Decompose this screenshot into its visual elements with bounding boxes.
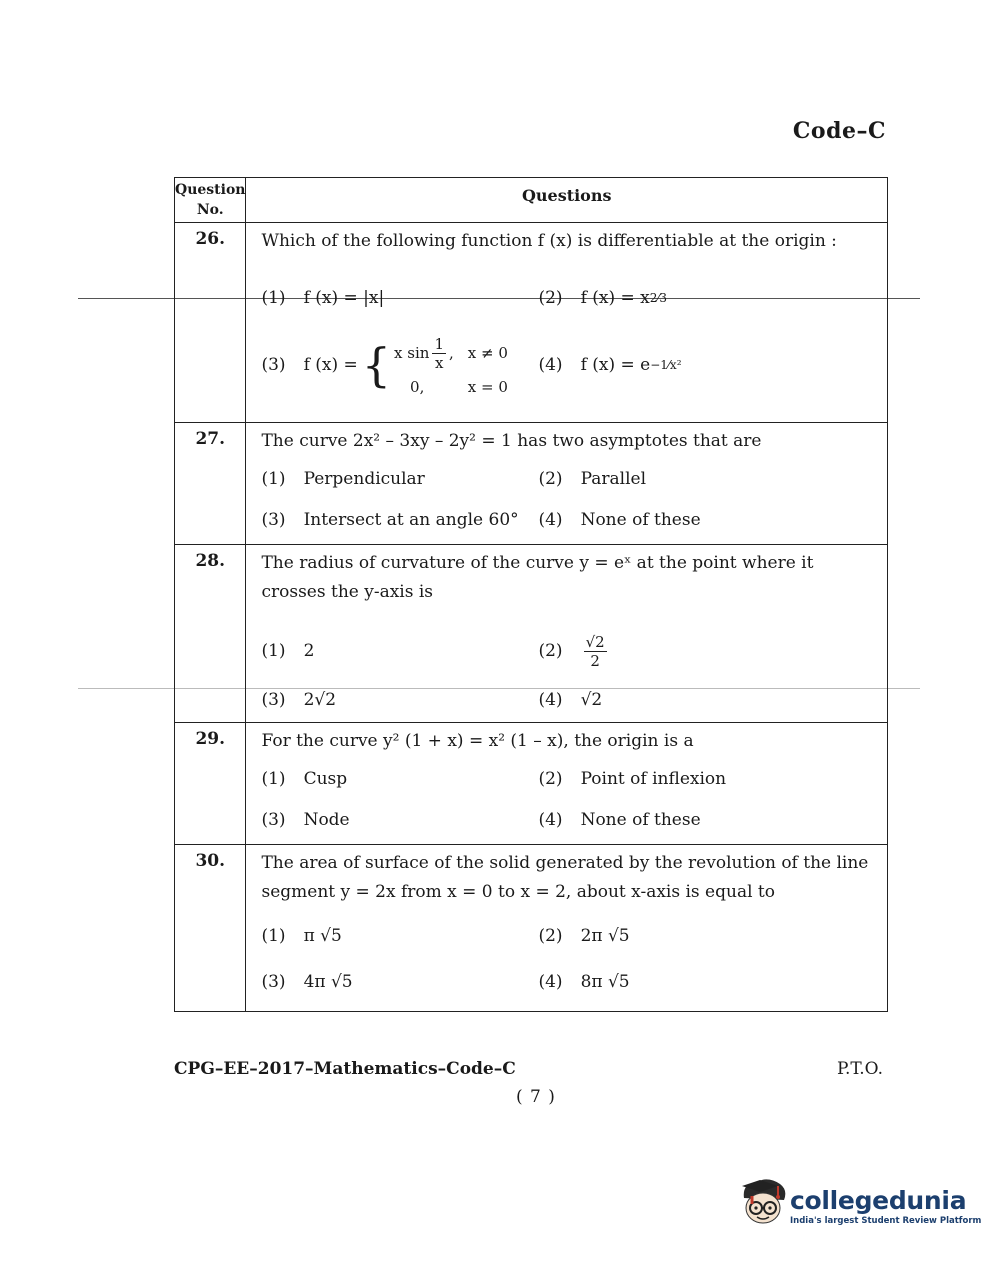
case-text: x sin xyxy=(394,344,430,362)
case-condition: x ≠ 0 xyxy=(467,344,508,362)
question-number: 28. xyxy=(175,545,246,723)
option-text: None of these xyxy=(580,809,701,830)
option xyxy=(538,276,881,320)
collegedunia-logo xyxy=(738,1176,981,1236)
option-text: 2√2 xyxy=(303,689,337,710)
question-number: 30. xyxy=(175,845,246,1012)
question-stem: The area of surface of the solid generated by the revolution of the line segment y = 2x from x = 0 to x = 2, about x-axis is equal to xyxy=(261,853,869,902)
option-text: f (x) = |x| xyxy=(303,288,385,308)
option xyxy=(538,679,881,720)
option xyxy=(261,623,538,679)
option-text: π √5 xyxy=(303,926,342,946)
option-number: (2) xyxy=(538,468,563,489)
option-text: 4π √5 xyxy=(303,972,353,992)
option-text: Perpendicular xyxy=(303,468,425,489)
question-stem: The radius of curvature of the curve y = eˣ at the point where it crosses the y-axis is xyxy=(261,553,814,602)
option-number: (1) xyxy=(261,926,286,946)
option xyxy=(538,458,881,499)
piecewise-lhs: f (x) = xyxy=(303,355,358,375)
question-stem: Which of the following function f (x) is differentiable at the origin : xyxy=(261,231,837,251)
option-text: Point of inflexion xyxy=(580,768,727,789)
question-row xyxy=(175,723,888,845)
option xyxy=(261,320,538,410)
option xyxy=(261,959,538,1005)
option xyxy=(261,679,538,720)
numerator: √2 xyxy=(585,632,605,651)
piecewise-cases xyxy=(394,335,508,396)
option xyxy=(261,758,538,799)
option-exponent: −1⁄x² xyxy=(650,358,682,372)
option-number: (1) xyxy=(261,288,286,308)
option xyxy=(538,913,881,959)
option-number: (1) xyxy=(261,641,286,661)
fraction xyxy=(584,633,607,670)
option-number: (4) xyxy=(538,509,563,530)
option xyxy=(261,276,538,320)
case-condition: x = 0 xyxy=(467,377,508,396)
question-row xyxy=(175,545,888,723)
case-expression: x sin $\frac{1}{x}$ , xyxy=(394,334,454,372)
option-text: None of these xyxy=(580,509,701,530)
option-number: (3) xyxy=(261,509,286,530)
option xyxy=(261,799,538,840)
option-grid xyxy=(261,913,881,1005)
question-body xyxy=(246,845,888,1012)
questions-table xyxy=(174,177,888,1012)
option-grid xyxy=(261,458,881,540)
logo-text xyxy=(790,1186,981,1226)
option-number: (4) xyxy=(538,809,563,830)
logo-brand: collegedunia xyxy=(790,1186,967,1215)
option xyxy=(538,799,881,840)
option xyxy=(538,623,881,679)
option-text: Node xyxy=(303,809,350,830)
question-stem: The curve 2x² – 3xy – 2y² = 1 has two asymptotes that are xyxy=(261,431,762,451)
brace-icon: { xyxy=(361,338,392,392)
option xyxy=(261,458,538,499)
question-body xyxy=(246,223,888,423)
question-stem: For the curve y² (1 + x) = x² (1 – x), the origin is a xyxy=(261,731,694,751)
question-row xyxy=(175,845,888,1012)
option xyxy=(261,499,538,540)
question-number: 29. xyxy=(175,723,246,845)
footer-pto: P.T.O. xyxy=(837,1059,883,1079)
option-number: (4) xyxy=(538,689,563,710)
option-grid xyxy=(261,758,881,840)
paper-code-label: Code–C xyxy=(792,118,886,144)
option-number: (3) xyxy=(261,355,286,375)
option xyxy=(538,758,881,799)
option-number: (2) xyxy=(538,288,563,308)
option-grid xyxy=(261,276,881,410)
question-body xyxy=(246,545,888,723)
option-text: 8π √5 xyxy=(580,972,630,992)
option-exponent: 2⁄3 xyxy=(649,291,668,305)
option-number: (2) xyxy=(538,641,563,661)
option-text: 2 xyxy=(303,641,315,661)
logo-tagline: India's largest Student Review Platform xyxy=(790,1216,982,1226)
option-number: (1) xyxy=(261,468,286,489)
page-number: ( 7 ) xyxy=(516,1087,556,1107)
footer-paper-code: CPG–EE–2017–Mathematics–Code–C xyxy=(174,1059,516,1079)
question-number: 26. xyxy=(175,223,246,423)
questions-header: Questions xyxy=(246,178,888,223)
fraction xyxy=(432,335,446,372)
question-body xyxy=(246,423,888,545)
student-mascot-icon xyxy=(738,1176,790,1236)
option-text: Intersect at an angle 60° xyxy=(303,509,519,530)
question-body xyxy=(246,723,888,845)
question-number-header: Question No. xyxy=(175,178,246,223)
option xyxy=(538,320,881,410)
question-number: 27. xyxy=(175,423,246,545)
option-text: f (x) = e xyxy=(580,355,651,375)
option-number: (2) xyxy=(538,926,563,946)
option-text: 2π √5 xyxy=(580,926,630,946)
option xyxy=(538,959,881,1005)
option-number: (2) xyxy=(538,768,563,789)
option xyxy=(538,499,881,540)
table-header-row xyxy=(175,178,888,223)
question-row xyxy=(175,423,888,545)
option-number: (3) xyxy=(261,809,286,830)
question-row xyxy=(175,223,888,423)
option-text: f (x) = x xyxy=(580,288,650,308)
option-text: Parallel xyxy=(580,468,647,489)
denominator: x xyxy=(434,353,444,372)
option-number: (4) xyxy=(538,972,563,992)
option-number: (3) xyxy=(261,972,286,992)
case-expression: 0, xyxy=(410,377,425,396)
option-text: √2 xyxy=(580,689,603,710)
option-text: Cusp xyxy=(303,768,348,789)
option-number: (4) xyxy=(538,355,563,375)
numerator: 1 xyxy=(434,334,444,353)
option-grid xyxy=(261,623,881,720)
option-number: (3) xyxy=(261,689,286,710)
option xyxy=(261,913,538,959)
option-number: (1) xyxy=(261,768,286,789)
denominator: 2 xyxy=(590,651,600,670)
